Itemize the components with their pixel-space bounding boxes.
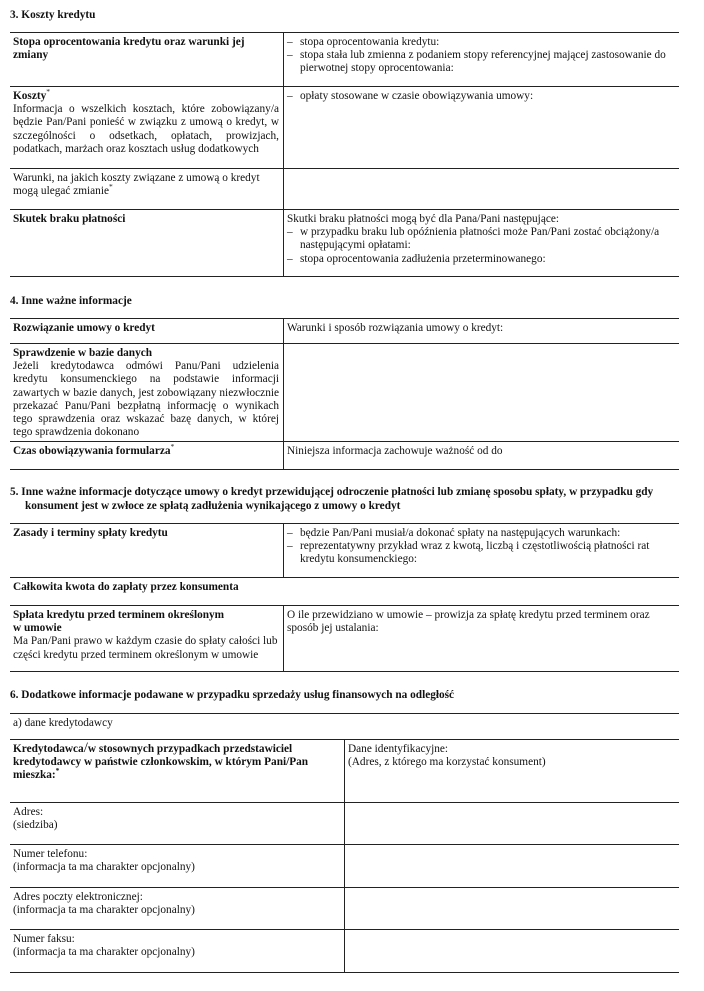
footnote-mark: * — [46, 87, 51, 97]
database-check-description: Jeżeli kredytodawca odmówi Panu/Pani udzielenia kredytu konsumenckiego na podstawie informacji zawartych w bazie danych, jest zobowiązany niezwłocznie przekazać Panu/Pani bezpłatną informację o wynikach tego sprawdzenia oraz wskazać bazę danych, w której tego sprawdzenia dokonano — [13, 360, 279, 439]
table-row — [10, 344, 679, 442]
early-repayment-title-line2: w umowie — [13, 622, 62, 635]
form-validity-label-cell — [10, 442, 284, 470]
form-validity-label: Czas obowiązywania formularza — [13, 445, 171, 458]
identification-label: Dane identyfikacyjne: — [348, 743, 449, 755]
database-check-title: Sprawdzenie w bazie danych — [13, 347, 153, 359]
early-repayment-label-cell — [10, 606, 284, 672]
costs-description: Informacja o wszelkich kosztach, które zobowiązany/a będzie Pan/Pani ponieść w związku z umową o kredyt, w szczególności o odsetkach, opłatach, prowizjach, podatkach, marżach oraz kosztach usług dodatkowych — [13, 103, 279, 155]
table-row — [10, 319, 679, 344]
fax-note: (informacja ta ma charakter opcjonalny) — [13, 946, 195, 959]
phone-cell — [345, 845, 680, 888]
non-payment-cell — [284, 210, 680, 277]
form-validity-cell: Niniejsza informacja zachowuje ważność od do — [284, 442, 680, 470]
list-item: – będzie Pan/Pani musiał/a dokonać spłaty na następujących warunkach: — [287, 527, 675, 540]
lender-label — [13, 740, 340, 783]
early-repayment-cell: O ile przewidziano w umowie – prowizja za spłatę kredytu przed terminem oraz sposób jej ustalania: — [284, 606, 680, 672]
address-label-cell — [10, 803, 345, 845]
cost-change-cell — [284, 169, 680, 210]
email-cell — [345, 888, 680, 930]
fax-label: Numer faksu: — [13, 933, 75, 945]
address-label: Adres: — [13, 806, 44, 818]
section-6-table — [10, 713, 679, 973]
database-check-label-cell — [10, 344, 284, 442]
costs-label-cell — [10, 87, 284, 169]
phone-label: Numer telefonu: — [13, 848, 88, 860]
identification-note: (Adres, z którego ma korzystać konsument) — [348, 756, 546, 769]
section-5-table — [10, 523, 679, 672]
address-note: (siedziba) — [13, 819, 58, 832]
cost-change-label: Warunki, na jakich koszty związane z umową o kredyt mogą ulegać zmianie — [13, 172, 260, 198]
table-row — [10, 930, 679, 973]
table-row — [10, 442, 679, 470]
email-note: (informacja ta ma charakter opcjonalny) — [13, 904, 195, 917]
table-row — [10, 888, 679, 930]
table-row — [10, 803, 679, 845]
table-row — [10, 714, 679, 740]
non-payment-label: Skutek braku płatności — [10, 210, 284, 277]
slash-mark: / — [83, 740, 88, 756]
lender-label-cell — [10, 740, 345, 803]
email-label: Adres poczty elektronicznej: — [13, 891, 143, 903]
list-item: – stopa oprocentowania kredytu: — [287, 36, 675, 49]
list-item: – stopa oprocentowania zadłużenia przeterminowanego: — [287, 253, 675, 266]
address-cell — [345, 803, 680, 845]
phone-note: (informacja ta ma charakter opcjonalny) — [13, 861, 195, 874]
termination-cell: Warunki i sposób rozwiązania umowy o kredyt: — [284, 319, 680, 344]
list-item: – reprezentatywny przykład wraz z kwotą, liczbą i częstotliwością płatności rat kredytu konsumenckiego: — [287, 540, 675, 566]
section-3-heading: 3. Koszty kredytu — [10, 9, 96, 21]
table-row — [10, 845, 679, 888]
phone-label-cell — [10, 845, 345, 888]
list-item: – w przypadku braku lub opóźnienia płatności może Pan/Pani zostać obciążony/a następującymi opłatami: — [287, 226, 675, 252]
database-check-cell — [284, 344, 680, 442]
section-6-heading: 6. Dodatkowe informacje podawane w przypadku sprzedaży usług finansowych na odległość — [10, 689, 455, 701]
interest-rate-cell — [284, 33, 680, 87]
section-5-heading-line1: 5. Inne ważne informacje dotyczące umowy o kredyt przewidującej odroczenie płatności lub zmianę sposobu spłaty, w przypadku gdy — [10, 486, 654, 498]
table-row — [10, 210, 679, 277]
footnote-mark: * — [170, 442, 175, 452]
section-5-heading — [10, 485, 694, 513]
termination-label: Rozwiązanie umowy o kredyt — [10, 319, 284, 344]
table-row — [10, 87, 679, 169]
email-label-cell — [10, 888, 345, 930]
costs-title: Koszty — [13, 90, 47, 102]
footnote-mark: * — [55, 766, 60, 776]
table-row — [10, 740, 679, 803]
section-4-heading: 4. Inne ważne informacje — [10, 295, 132, 307]
total-amount-label: Całkowita kwota do zapłaty przez konsumenta — [10, 578, 679, 606]
table-row — [10, 33, 679, 87]
repayment-terms-label: Zasady i terminy spłaty kredytu — [10, 524, 284, 578]
list-item: – opłaty stosowane w czasie obowiązywania umowy: — [287, 90, 675, 103]
section-4-table — [10, 318, 679, 470]
early-repayment-title-line1: Spłata kredytu przed terminem określonym — [13, 609, 225, 621]
interest-rate-label: Stopa oprocentowania kredytu oraz warunki jej zmiany — [10, 33, 284, 87]
lender-label-part1: Kredytodawca — [13, 743, 84, 755]
section-5-heading-line2: konsument jest w zwłoce ze spłatą zadłużenia wynikającego z umowy o kredyt — [25, 500, 401, 512]
early-repayment-description: Ma Pan/Pani prawo w każdym czasie do spłaty całości lub części kredytu przed terminem określonym w umowie — [13, 635, 278, 661]
section-3-table — [10, 32, 679, 277]
footnote-mark: * — [108, 182, 113, 192]
table-row — [10, 169, 679, 210]
table-row — [10, 606, 679, 672]
lender-label-part2: w stosownych przypadkach przedstawiciel kredytodawcy w państwie członkowskim, w którym Pani/Pan mieszka: — [13, 743, 309, 782]
fax-cell — [345, 930, 680, 973]
fax-label-cell — [10, 930, 345, 973]
lender-data-subheader: a) dane kredytodawcy — [10, 714, 679, 740]
non-payment-intro: Skutki braku płatności mogą być dla Pana/Pani następujące: — [287, 213, 560, 225]
lender-identification-cell — [345, 740, 680, 803]
costs-cell — [284, 87, 680, 169]
repayment-terms-cell — [284, 524, 680, 578]
table-row — [10, 524, 679, 578]
table-row — [10, 578, 679, 606]
list-item: – stopa stała lub zmienna z podaniem stopy referencyjnej mającej zastosowanie do pierwotnej stopy oprocentowania: — [287, 49, 675, 75]
cost-change-label-cell — [10, 169, 284, 210]
